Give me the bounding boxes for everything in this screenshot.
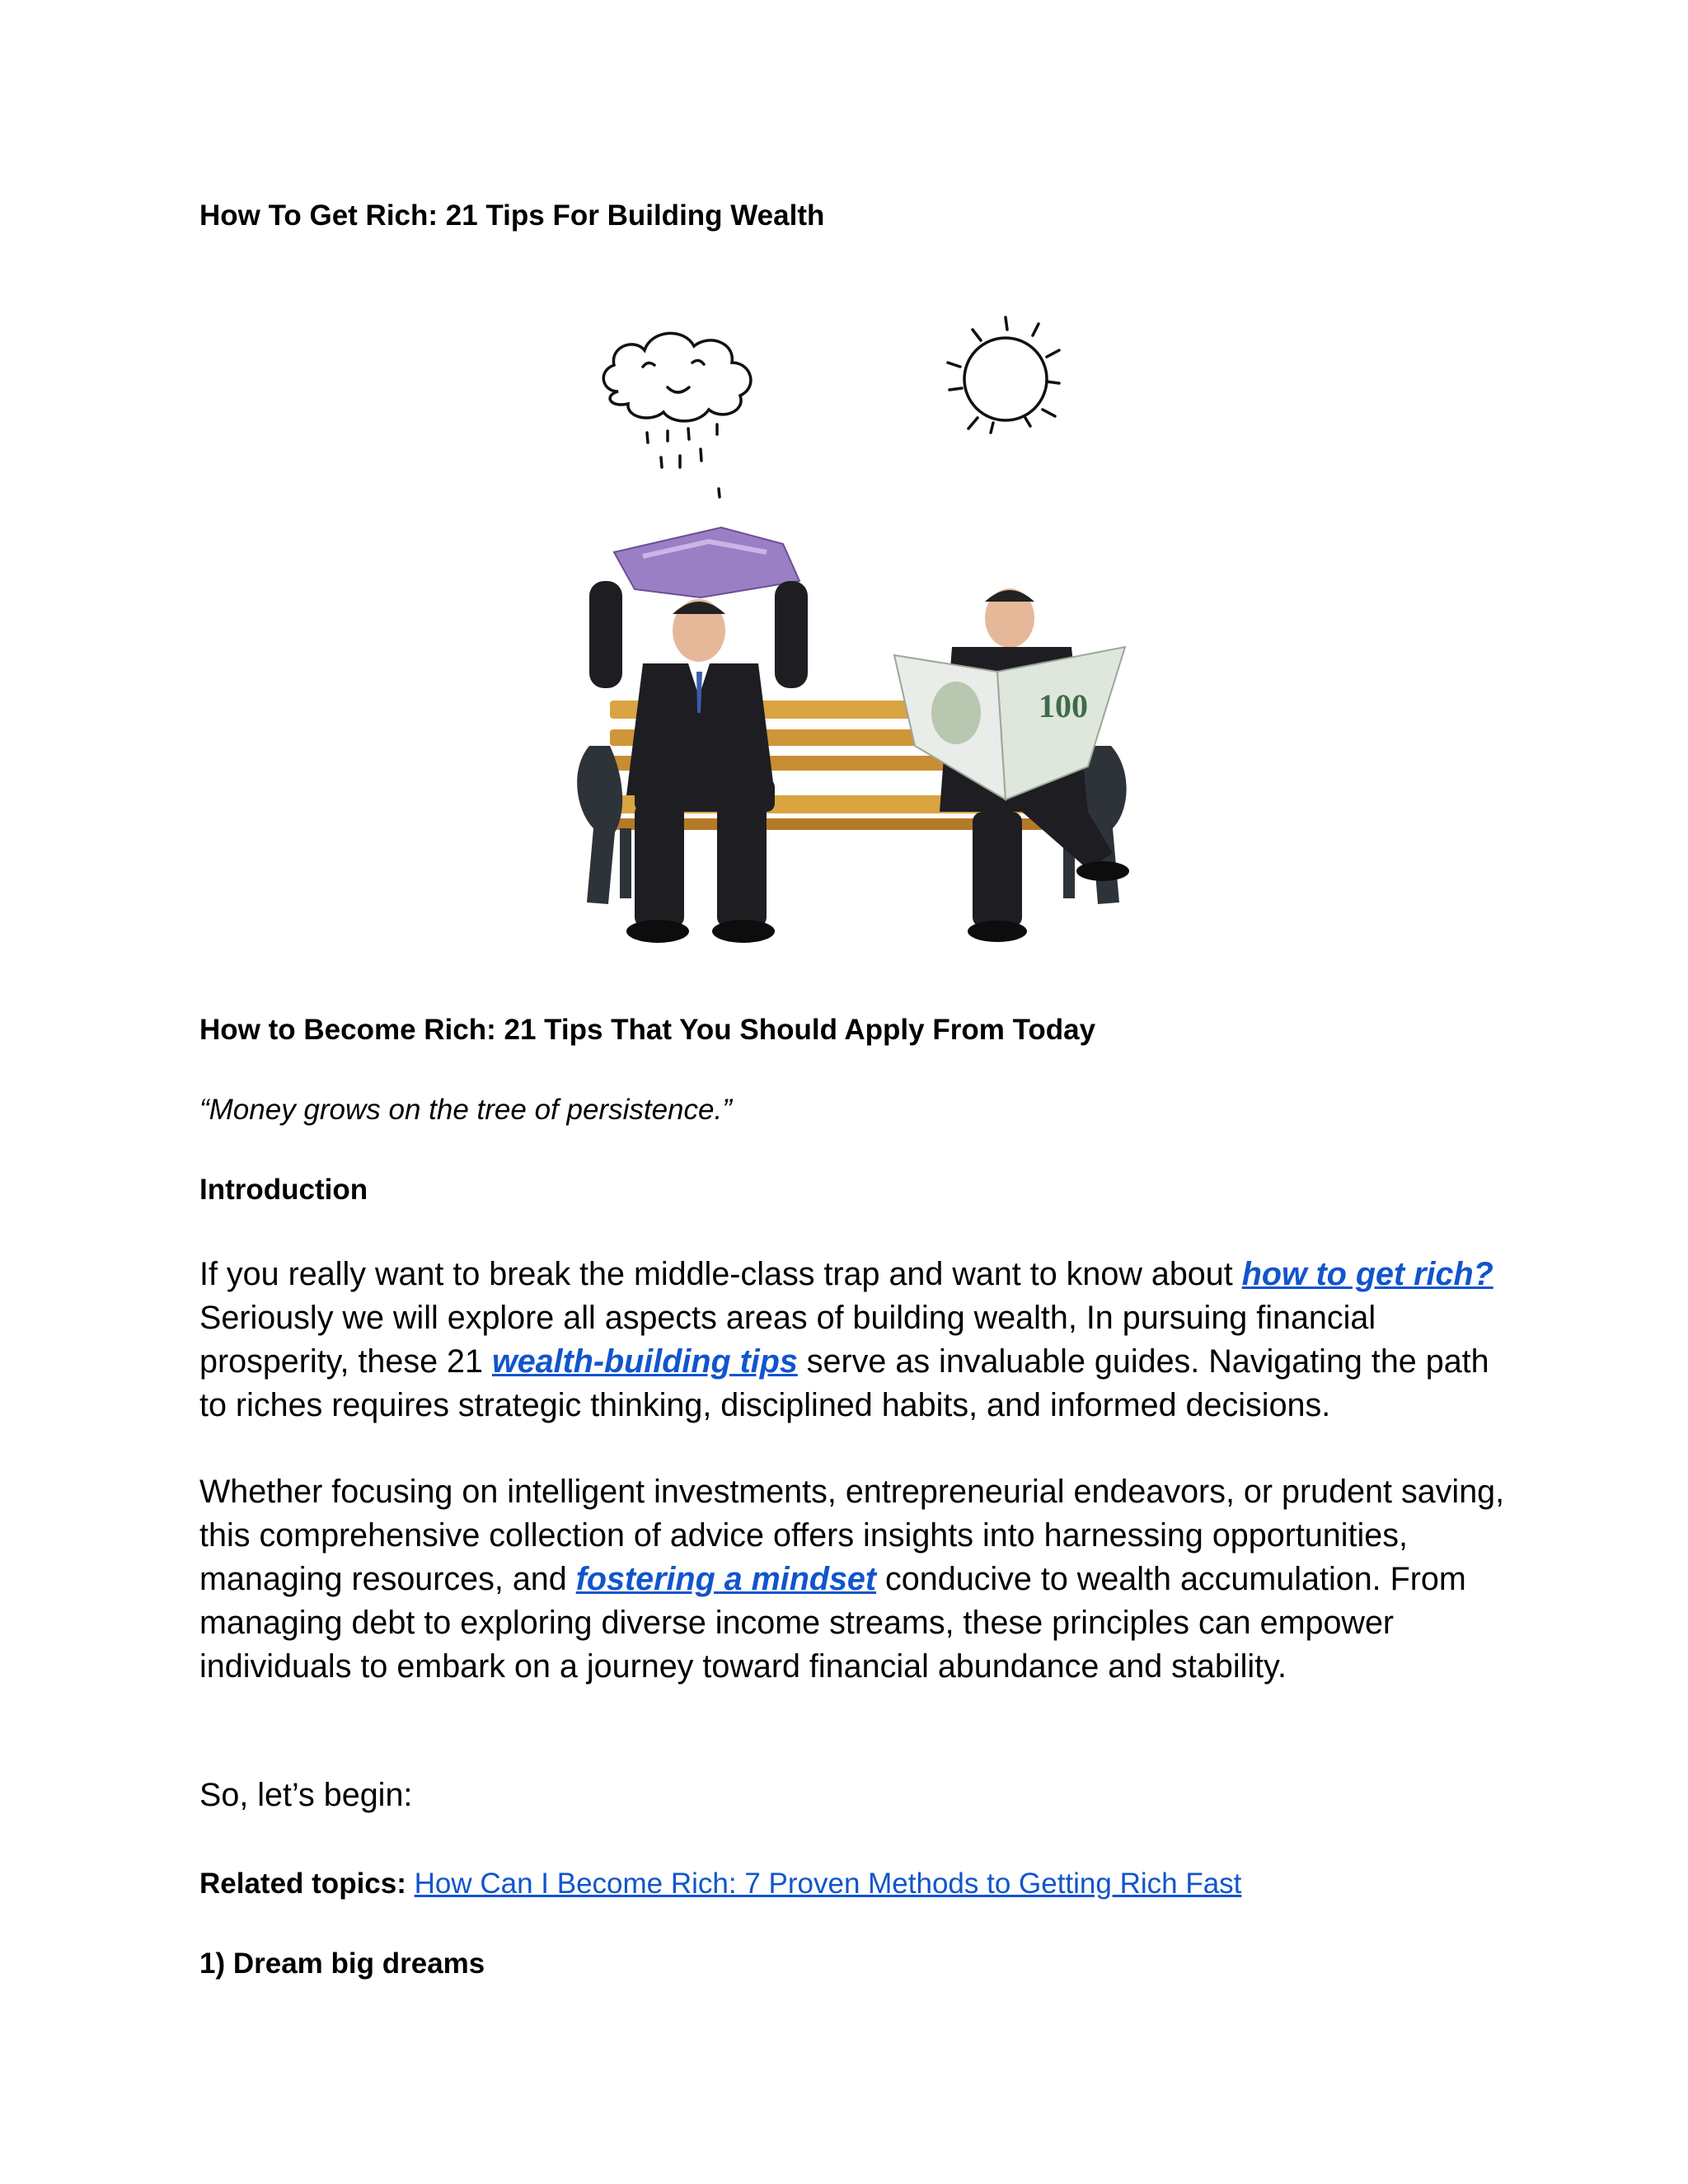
tip-1-heading: 1) Dream big dreams [199, 1947, 485, 1980]
paragraph-text: If you really want to break the middle-class trap and want to know about [199, 1256, 1242, 1292]
sun-icon [948, 317, 1059, 433]
how-to-get-rich-link[interactable]: how to get rich? [1241, 1256, 1493, 1292]
paragraph-text: Seriously we will explore all aspects areas of building wealth, In pursuing financial prosperity, these 21 [199, 1300, 1376, 1380]
related-topic-link[interactable]: How Can I Become Rich: 7 Proven Methods to Getting Rich Fast [414, 1868, 1242, 1900]
intro-paragraph-1 [199, 1253, 1518, 1427]
introduction-heading: Introduction [199, 1174, 368, 1206]
opening-quote: “Money grows on the tree of persistence.” [199, 1094, 732, 1126]
wealth-building-tips-link[interactable]: wealth-building tips [491, 1343, 798, 1380]
document-title: How To Get Rich: 21 Tips For Building Wealth [199, 199, 825, 232]
related-topics [199, 1866, 1241, 1902]
paragraph-text: conducive to wealth accumulation. From managing debt to exploring diverse income streams, these principles can empower individuals to embark on a journey toward financial abundance and stability. [199, 1561, 1466, 1685]
article-subtitle: How to Become Rich: 21 Tips That You Should Apply From Today [199, 1014, 1096, 1046]
related-topics-label: Related topics: [199, 1868, 406, 1900]
paragraph-text: Whether focusing on intelligent investments, entrepreneurial endeavors, or prudent saving, this comprehensive collection of advice offers insights into harnessing opportunities, managing resources, and [199, 1474, 1505, 1597]
intro-paragraph-3: So, let’s begin: [199, 1777, 413, 1813]
paragraph-text: serve as invaluable guides. Navigating the path to riches requires strategic thinking, disciplined habits, and informed decisions. [199, 1343, 1489, 1423]
fostering-a-mindset-link[interactable]: fostering a mindset [575, 1561, 877, 1597]
svg-text:100: 100 [1039, 687, 1088, 724]
intro-paragraph-2 [199, 1470, 1518, 1689]
hero-illustration [511, 284, 1189, 962]
rain-cloud-icon [603, 333, 751, 497]
